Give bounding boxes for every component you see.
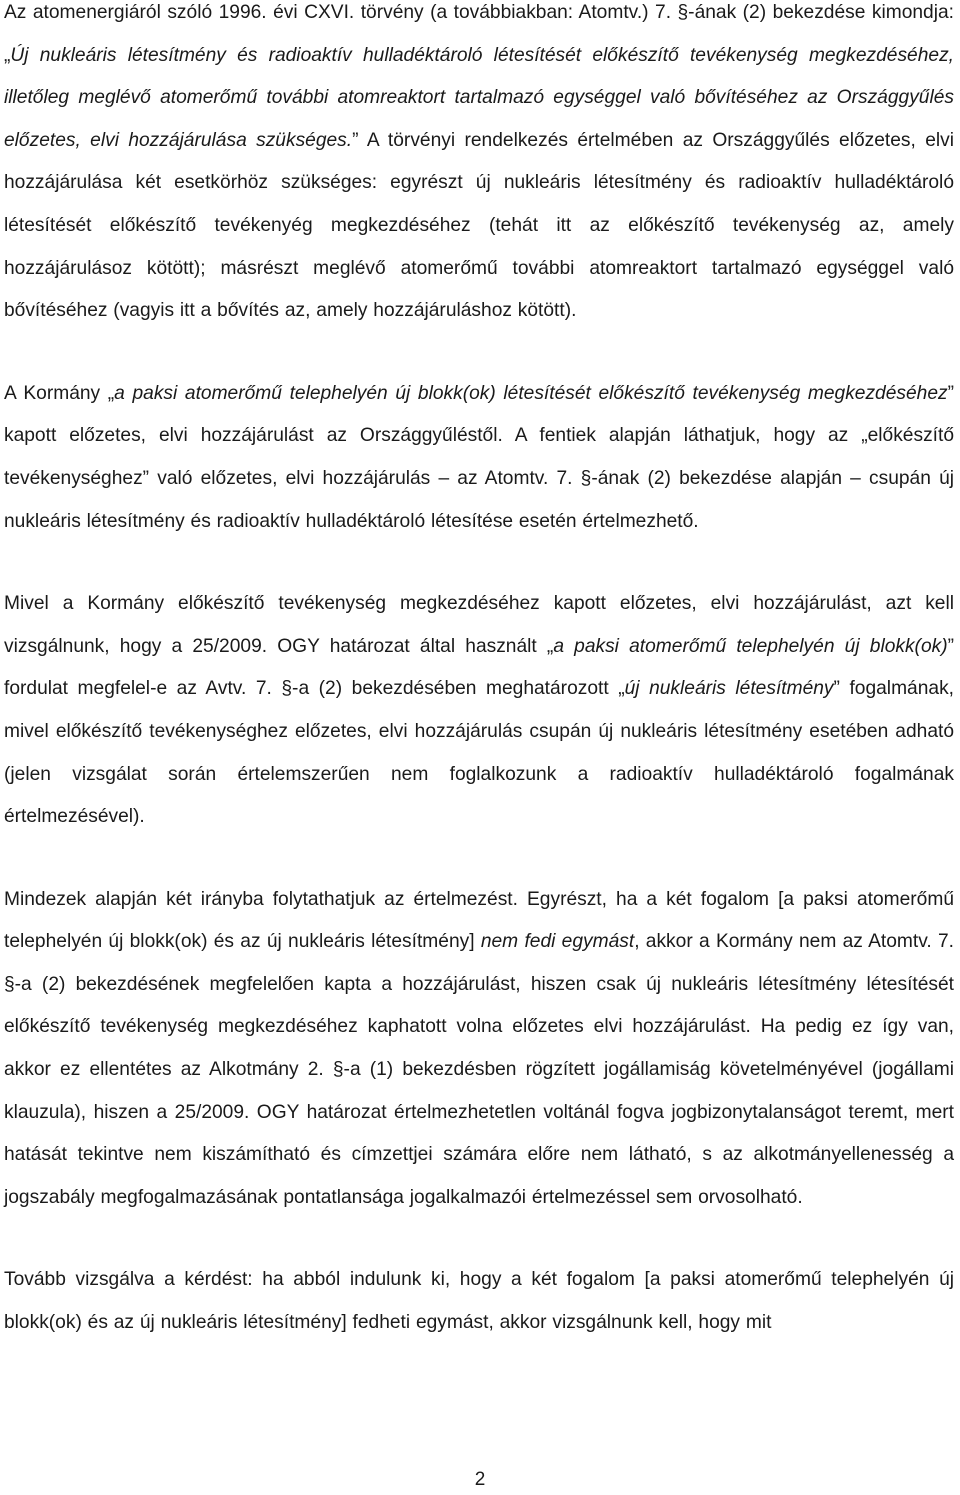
- paragraph-statute-quote: [4, 0, 954, 333]
- paragraph-government-approval: [4, 373, 954, 543]
- paragraph-examination: [4, 583, 954, 839]
- quoted-resolution-text: a paksi atomerőmű telephelyén új blokk(ok) létesítését előkészítő tevékenység megkezdéséhez: [114, 382, 948, 404]
- text-segment: ” A törvényi rendelkezés értelmében az Országgyűlés előzetes, elvi hozzájárulása két esetkörhöz szükséges: egyrészt új nukleáris létesítmény és radioaktív hulladéktároló létesítését előkészítő tevékenyég megkezdéséhez (tehát itt az előkészítő tevékenység az, amely hozzájárulásoz kötött); másrészt meglévő atomerőmű további atomreaktort tartalmazó egységgel való bővítéséhez (vagyis itt a bővítés az, amely hozzájáruláshoz kötött).: [4, 129, 954, 322]
- paragraph-continuation: [4, 1259, 954, 1344]
- page-number: 2: [474, 1469, 486, 1490]
- text-segment: ” kapott előzetes, elvi hozzájárulást az Országgyűléstől. A fentiek alapján láthatjuk, hogy az „előkészítő tevékenységhez” való előzetes, elvi hozzájárulás – az Atomtv. 7. §-ának (2) bekezdése alapján – csupán új nukleáris létesítmény és radioaktív hulladéktároló létesítése esetén értelmezhető.: [4, 382, 954, 532]
- text-segment: ” fordulat megfelel-e az Avtv. 7. §-a (2) bekezdésében meghatározott „: [4, 635, 954, 700]
- paragraph-interpretation: [4, 879, 954, 1220]
- text-segment: ” fogalmának, mivel előkészítő tevékenységhez előzetes, elvi hozzájárulás csupán új nukleáris létesítmény esetében adható (jelen vizsgálat során értelemszerűen nem foglalkozunk a radioaktív hulladéktároló fogalmának értelmezésével).: [4, 678, 954, 828]
- quoted-statute-text: Új nukleáris létesítmény és radioaktív hulladéktároló létesítését előkészítő tevékenység megkezdéséhez, illetőleg meglévő atomerőmű további atomreaktort tartalmazó egységgel való bővítéséhez az Országgyűlés előzetes, elvi hozzájárulása szükséges.: [4, 44, 954, 151]
- text-segment: Mindezek alapján két irányba folytathatjuk az értelmezést. Egyrészt, ha a két fogalom [a paksi atomerőmű telephelyén új blokk(ok) és az új nukleáris létesítmény]: [4, 888, 954, 953]
- quoted-phrase: új nukleáris létesítmény: [624, 678, 834, 700]
- text-segment: Az atomenergiáról szóló 1996. évi CXVI. törvény (a továbbiakban: Atomtv.) 7. §-ának (2) bekezdése kimondja: „: [4, 2, 954, 66]
- text-segment: , akkor a Kormány nem az Atomtv. 7. §-a (2) bekezdésének megfelelően kapta a hozzájárulást, hiszen csak új nukleáris létesítmény létesítését előkészítő tevékenység megkezdéséhez kaphatott volna előzetes elvi hozzájárulást. Ha pedig ez így van, akkor ez ellentétes az Alkotmány 2. §-a (1) bekezdésben rögzített jogállamiság követelményével (jogállami klauzula), hiszen a 25/2009. OGY határozat értelmezhetetlen voltánál fogva jogbizonytalanságot teremt, mert hatását tekintve nem kiszámítható és címzettjei számára előre nem látható, s az alkotmányellenesség a jogszabály megfogalmazásának pontatlansága jogalkalmazói értelmezéssel sem orvosolható.: [4, 931, 954, 1208]
- quoted-phrase: a paksi atomerőmű telephelyén új blokk(ok): [553, 635, 948, 657]
- text-segment: A Kormány „: [4, 382, 115, 404]
- emphasized-phrase: nem fedi egymást: [480, 931, 635, 953]
- text-segment: Tovább vizsgálva a kérdést: ha abból indulunk ki, hogy a két fogalom [a paksi atomerőmű telephelyén új blokk(ok) és az új nukleáris létesítmény] fedheti egymást, akkor vizsgálnunk kell, hogy mit: [4, 1269, 954, 1334]
- text-segment: Mivel a Kormány előkészítő tevékenység megkezdéséhez kapott előzetes, elvi hozzájárulást, azt kell vizsgálnunk, hogy a 25/2009. OGY határozat által használt „: [4, 593, 954, 657]
